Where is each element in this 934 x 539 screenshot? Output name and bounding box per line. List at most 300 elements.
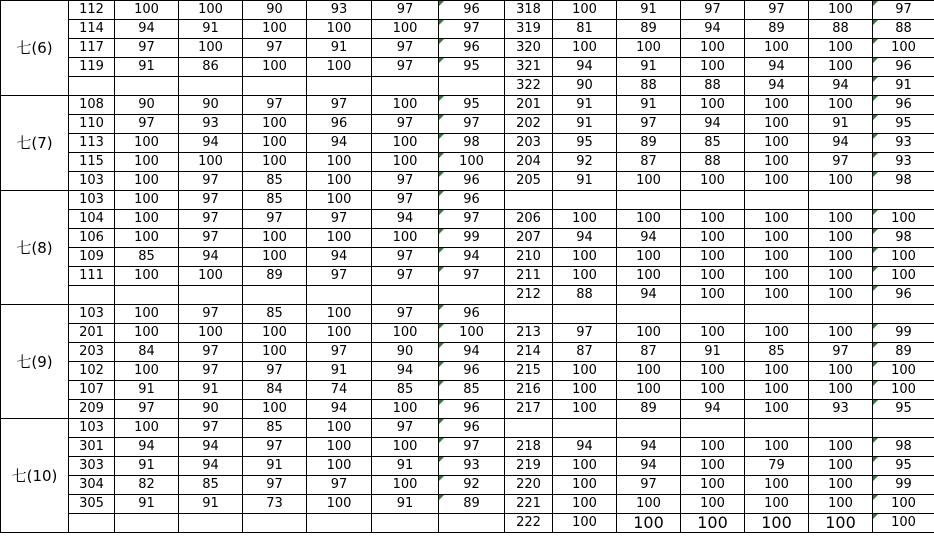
score-cell: 97 [809,343,873,362]
score-cell: 82 [115,476,179,495]
score-cell: 97 [372,248,439,267]
score-cell [681,191,745,210]
score-cell: 97 [115,39,179,58]
score-cell: 100 [681,286,745,305]
student-id-cell: 203 [69,343,115,362]
score-cell: 100 [553,381,617,400]
table-row [1,343,934,362]
score-cell [115,77,179,96]
score-cell: 91 [115,381,179,400]
score-cell: 100 [745,514,809,533]
score-cell: 89 [745,20,809,39]
score-cell: 100 [617,267,681,286]
student-id-cell: 115 [69,153,115,172]
score-cell: 94 [179,457,243,476]
score-cell: 94 [179,248,243,267]
score-cell [307,77,372,96]
student-id-cell: 204 [505,153,553,172]
score-cell: 100 [179,1,243,20]
score-cell: 88 [681,77,745,96]
score-cell: 100 [617,248,681,267]
student-id-cell: 215 [505,362,553,381]
score-cell: 87 [553,343,617,362]
student-id-cell: 206 [505,210,553,229]
student-id-cell: 103 [69,305,115,324]
score-cell: 100 [809,1,873,20]
score-cell: 85 [681,134,745,153]
score-cell [745,191,809,210]
score-cell: 97 [243,39,307,58]
score-cell [873,305,934,324]
student-id-cell: 218 [505,438,553,457]
table-row [1,153,934,172]
score-cell: 100 [115,229,179,248]
score-cell: 100 [179,153,243,172]
score-cell: 91 [617,96,681,115]
score-cell: 91 [179,20,243,39]
score-cell: 91 [115,495,179,514]
score-cell: 91 [307,362,372,381]
score-cell: 99 [873,324,934,343]
student-id-cell: 107 [69,381,115,400]
score-cell [873,191,934,210]
score-cell: 100 [115,210,179,229]
score-cell: 100 [745,438,809,457]
score-cell: 99 [439,229,505,248]
student-id-cell: 203 [505,134,553,153]
score-cell: 100 [243,153,307,172]
score-cell: 85 [439,381,505,400]
class-label: 七(6) [1,1,69,96]
score-cell [179,514,243,533]
score-cell: 94 [553,58,617,77]
score-cell: 89 [617,20,681,39]
score-cell: 97 [372,419,439,438]
student-id-cell: 304 [69,476,115,495]
score-cell: 97 [243,210,307,229]
score-cell: 97 [243,476,307,495]
score-cell: 100 [243,229,307,248]
score-cell: 98 [873,229,934,248]
score-cell: 95 [873,115,934,134]
table-row [1,495,934,514]
score-cell: 90 [179,400,243,419]
score-cell: 100 [439,153,505,172]
score-cell [115,514,179,533]
score-cell: 94 [115,438,179,457]
student-id-cell [69,77,115,96]
table-row [1,77,934,96]
score-cell [809,419,873,438]
score-cell: 100 [243,115,307,134]
score-cell: 100 [745,153,809,172]
score-cell: 94 [307,400,372,419]
score-cell: 97 [307,210,372,229]
student-id-cell: 301 [69,438,115,457]
score-cell: 100 [809,267,873,286]
student-id-cell: 205 [505,172,553,191]
score-cell: 100 [243,324,307,343]
score-cell: 100 [617,324,681,343]
score-cell: 100 [307,58,372,77]
student-id-cell: 217 [505,400,553,419]
table-row [1,58,934,77]
score-cell: 96 [873,58,934,77]
score-cell: 97 [372,58,439,77]
score-cell: 100 [115,134,179,153]
score-cell [617,305,681,324]
score-cell: 98 [873,438,934,457]
student-id-cell: 117 [69,39,115,58]
student-id-cell: 112 [69,1,115,20]
score-cell: 89 [439,495,505,514]
score-cell: 97 [179,210,243,229]
score-cell: 97 [439,20,505,39]
score-cell: 97 [179,172,243,191]
score-cell: 91 [553,115,617,134]
score-cell [553,191,617,210]
score-cell: 100 [745,286,809,305]
score-cell: 100 [809,514,873,533]
table-row [1,172,934,191]
score-cell: 100 [243,248,307,267]
score-cell: 89 [617,400,681,419]
score-cell: 100 [115,419,179,438]
score-cell: 96 [873,286,934,305]
score-cell: 100 [179,267,243,286]
score-cell: 100 [617,362,681,381]
student-id-cell: 303 [69,457,115,476]
score-cell: 94 [617,229,681,248]
score-cell: 91 [115,58,179,77]
score-cell: 100 [873,514,934,533]
score-cell: 91 [617,58,681,77]
score-cell: 91 [553,172,617,191]
table-row [1,191,934,210]
student-id-cell: 119 [69,58,115,77]
student-id-cell: 102 [69,362,115,381]
score-cell: 100 [745,248,809,267]
score-cell: 100 [681,248,745,267]
score-cell: 94 [681,400,745,419]
score-cell: 100 [243,134,307,153]
score-cell [745,305,809,324]
score-cell: 97 [372,39,439,58]
table-row [1,267,934,286]
student-id-cell: 114 [69,20,115,39]
score-cell: 100 [681,96,745,115]
table-row [1,286,934,305]
score-cell: 100 [873,362,934,381]
score-cell: 94 [372,362,439,381]
score-cell: 98 [439,134,505,153]
score-cell: 89 [617,134,681,153]
score-cell: 100 [745,96,809,115]
score-cell: 89 [873,343,934,362]
score-cell: 100 [307,457,372,476]
score-cell: 100 [745,476,809,495]
score-cell: 97 [439,210,505,229]
score-cell: 100 [681,58,745,77]
score-cell: 100 [681,324,745,343]
student-id-cell: 214 [505,343,553,362]
score-cell: 94 [439,343,505,362]
score-cell: 96 [439,172,505,191]
score-cell [372,77,439,96]
table-row [1,305,934,324]
score-cell: 100 [809,96,873,115]
student-id-cell: 213 [505,324,553,343]
table-row [1,229,934,248]
score-cell: 94 [617,286,681,305]
score-cell: 100 [873,381,934,400]
student-id-cell: 318 [505,1,553,20]
score-cell: 97 [372,267,439,286]
score-cell: 94 [439,248,505,267]
score-cell: 96 [873,96,934,115]
score-cell: 100 [681,457,745,476]
score-cell: 100 [617,39,681,58]
table-row [1,20,934,39]
score-cell: 100 [372,476,439,495]
table-row [1,115,934,134]
table-row [1,400,934,419]
score-cell: 100 [553,1,617,20]
score-cell: 94 [681,115,745,134]
score-cell: 100 [809,58,873,77]
score-cell: 100 [307,495,372,514]
score-cell: 100 [115,1,179,20]
score-cell: 97 [307,343,372,362]
score-cell: 100 [809,324,873,343]
student-id-cell [505,191,553,210]
score-cell: 100 [617,381,681,400]
score-cell [809,191,873,210]
score-cell: 88 [873,20,934,39]
score-cell [243,514,307,533]
score-cell: 100 [745,115,809,134]
score-cell: 100 [307,172,372,191]
score-cell: 88 [553,286,617,305]
score-cell: 97 [617,476,681,495]
score-cell: 97 [243,438,307,457]
student-id-cell: 222 [505,514,553,533]
score-cell: 94 [372,210,439,229]
score-cell: 100 [617,495,681,514]
score-cell: 100 [681,172,745,191]
score-cell: 100 [745,381,809,400]
table-row [1,39,934,58]
table-row [1,1,934,20]
student-id-cell: 305 [69,495,115,514]
student-id-cell: 209 [69,400,115,419]
score-cell: 91 [372,495,439,514]
score-cell: 93 [179,115,243,134]
score-cell [745,419,809,438]
score-cell: 88 [617,77,681,96]
score-cell: 100 [553,362,617,381]
score-cell: 97 [681,1,745,20]
score-cell: 97 [372,172,439,191]
table-row [1,419,934,438]
student-id-cell: 319 [505,20,553,39]
score-cell: 97 [307,476,372,495]
score-cell: 73 [243,495,307,514]
score-cell: 100 [745,172,809,191]
score-cell [372,286,439,305]
score-cell: 100 [372,20,439,39]
score-cell: 88 [809,20,873,39]
student-id-cell [69,286,115,305]
score-cell [372,514,439,533]
student-id-cell: 221 [505,495,553,514]
score-cell: 84 [115,343,179,362]
score-cell: 100 [372,438,439,457]
score-cell: 91 [307,39,372,58]
score-cell: 94 [745,77,809,96]
score-cell: 95 [553,134,617,153]
score-cell: 85 [243,172,307,191]
score-cell: 100 [809,438,873,457]
score-cell: 100 [873,495,934,514]
score-cell: 95 [873,400,934,419]
score-cell: 94 [553,438,617,457]
score-cell: 100 [372,96,439,115]
score-cell: 85 [243,419,307,438]
score-cell: 97 [372,191,439,210]
score-cell: 97 [243,362,307,381]
student-id-cell: 211 [505,267,553,286]
score-cell: 91 [553,96,617,115]
score-cell: 91 [873,77,934,96]
score-cell: 100 [115,362,179,381]
score-cell: 100 [745,362,809,381]
score-cell: 94 [179,134,243,153]
score-cell: 100 [745,134,809,153]
score-cell: 79 [745,457,809,476]
score-cell: 97 [179,419,243,438]
score-cell: 94 [617,438,681,457]
score-cell [553,305,617,324]
score-cell: 100 [307,324,372,343]
score-cell: 100 [243,20,307,39]
score-cell: 85 [372,381,439,400]
score-cell: 94 [809,134,873,153]
score-cell: 100 [745,39,809,58]
score-cell: 100 [372,324,439,343]
score-cell: 92 [439,476,505,495]
score-cell: 99 [873,476,934,495]
score-cell: 94 [553,229,617,248]
score-cell: 100 [809,381,873,400]
score-cell: 91 [372,457,439,476]
score-cell [617,419,681,438]
student-id-cell: 108 [69,96,115,115]
score-cell: 100 [115,267,179,286]
score-cell: 100 [553,210,617,229]
score-cell [681,419,745,438]
score-cell: 94 [115,20,179,39]
student-id-cell: 219 [505,457,553,476]
score-cell: 84 [243,381,307,400]
score-cell: 97 [307,267,372,286]
student-id-cell [69,514,115,533]
score-cell: 100 [809,172,873,191]
score-cell: 100 [307,229,372,248]
score-cell: 100 [809,248,873,267]
score-cell: 100 [179,324,243,343]
score-cell: 97 [873,1,934,20]
score-cell: 100 [617,514,681,533]
score-cell: 100 [372,134,439,153]
score-cell: 100 [553,514,617,533]
score-cell: 85 [179,476,243,495]
score-cell: 100 [307,305,372,324]
class-label: 七(7) [1,96,69,191]
student-id-cell: 201 [69,324,115,343]
student-id-cell: 103 [69,172,115,191]
score-cell: 100 [617,172,681,191]
score-cell: 100 [681,476,745,495]
score-cell: 81 [553,20,617,39]
score-cell: 100 [115,153,179,172]
score-cell: 91 [179,381,243,400]
score-cell: 100 [681,210,745,229]
score-cell: 97 [439,267,505,286]
score-cell [307,286,372,305]
student-id-cell: 207 [505,229,553,248]
score-cell: 98 [873,172,934,191]
score-cell: 86 [179,58,243,77]
score-cell: 93 [809,400,873,419]
score-cell: 93 [439,457,505,476]
score-cell: 100 [873,248,934,267]
table-row [1,362,934,381]
score-cell: 100 [745,210,809,229]
score-cell: 100 [372,153,439,172]
score-cell: 100 [681,381,745,400]
score-cell: 87 [617,343,681,362]
score-cell: 94 [617,457,681,476]
student-id-cell: 202 [505,115,553,134]
student-id-cell: 109 [69,248,115,267]
score-cell: 90 [179,96,243,115]
score-cell: 100 [809,495,873,514]
score-cell: 100 [745,229,809,248]
table-row [1,476,934,495]
score-cell: 89 [243,267,307,286]
score-cell [439,77,505,96]
score-cell [439,514,505,533]
score-cell: 97 [179,362,243,381]
student-id-cell: 103 [69,419,115,438]
score-cell: 94 [307,248,372,267]
student-id-cell: 322 [505,77,553,96]
score-cell: 97 [745,1,809,20]
table-row [1,210,934,229]
score-cell: 100 [307,153,372,172]
score-cell: 97 [115,400,179,419]
score-cell [243,77,307,96]
score-cell: 100 [307,20,372,39]
score-cell: 97 [179,229,243,248]
score-cell: 100 [745,495,809,514]
score-cell: 100 [115,172,179,191]
score-cell: 97 [553,324,617,343]
student-id-cell: 212 [505,286,553,305]
score-cell: 100 [307,438,372,457]
score-cell: 100 [115,324,179,343]
